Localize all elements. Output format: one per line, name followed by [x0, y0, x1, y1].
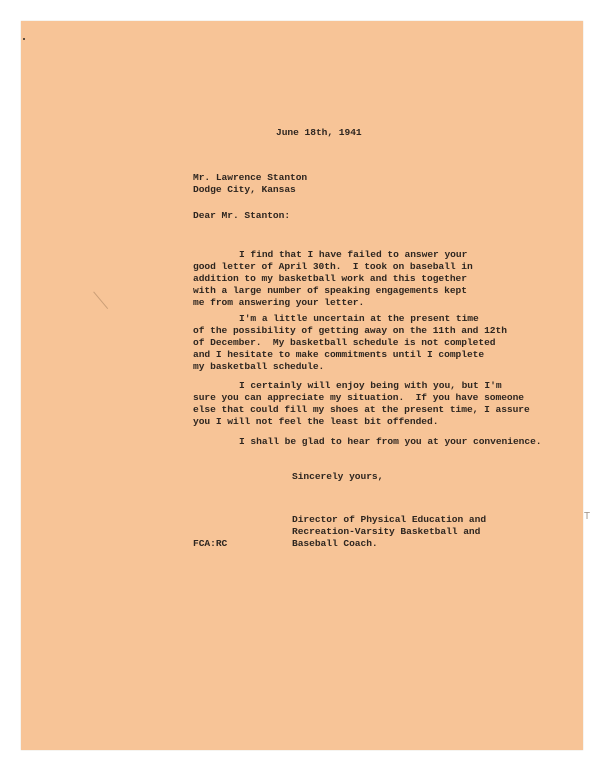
signature-title-line-2: Recreation-Varsity Basketball and — [292, 526, 481, 537]
paragraph-2-line-2: of the possibility of getting away on the 11th and 12th — [193, 325, 507, 336]
signature-title-line-3: Baseball Coach. — [292, 538, 378, 549]
recipient-city: Dodge City, Kansas — [193, 184, 296, 195]
paragraph-3-line-1: I certainly will enjoy being with you, but I'm — [239, 380, 502, 391]
paragraph-2-line-4: and I hesitate to make commitments until I complete — [193, 349, 485, 360]
paragraph-1-line-1: I find that I have failed to answer your — [239, 249, 468, 260]
paragraph-1-line-4: with a large number of speaking engagements kept — [193, 285, 467, 296]
typist-initials: FCA:RC — [193, 538, 228, 549]
paragraph-3-line-2: sure you can appreciate my situation. If you have someone — [193, 392, 525, 403]
paragraph-4-line-1: I shall be glad to hear from you at your convenience. — [239, 436, 542, 447]
paragraph-2-line-5: my basketball schedule. — [193, 361, 325, 372]
edge-mark: T — [584, 511, 591, 522]
paragraph-3-line-3: else that could fill my shoes at the present time, I assure — [193, 404, 530, 415]
paragraph-1-line-5: me from answering your letter. — [193, 297, 365, 308]
paragraph-2-line-1: I'm a little uncertain at the present time — [239, 313, 479, 324]
ink-dot — [23, 38, 25, 40]
salutation: Dear Mr. Stanton: — [193, 210, 291, 221]
paragraph-1-line-2: good letter of April 30th. I took on baseball in — [193, 261, 473, 272]
paragraph-1-line-3: addition to my basketball work and this together — [193, 273, 467, 284]
paragraph-2-line-3: of December. My basketball schedule is not completed — [193, 337, 496, 348]
paragraph-3-line-4: you I will not feel the least bit offended. — [193, 416, 439, 427]
signature-title-line-1: Director of Physical Education and — [292, 514, 487, 525]
letter-date: June 18th, 1941 — [276, 127, 362, 138]
paper-crease — [93, 285, 116, 309]
recipient-name: Mr. Lawrence Stanton — [193, 172, 308, 183]
closing: Sincerely yours, — [292, 471, 384, 482]
